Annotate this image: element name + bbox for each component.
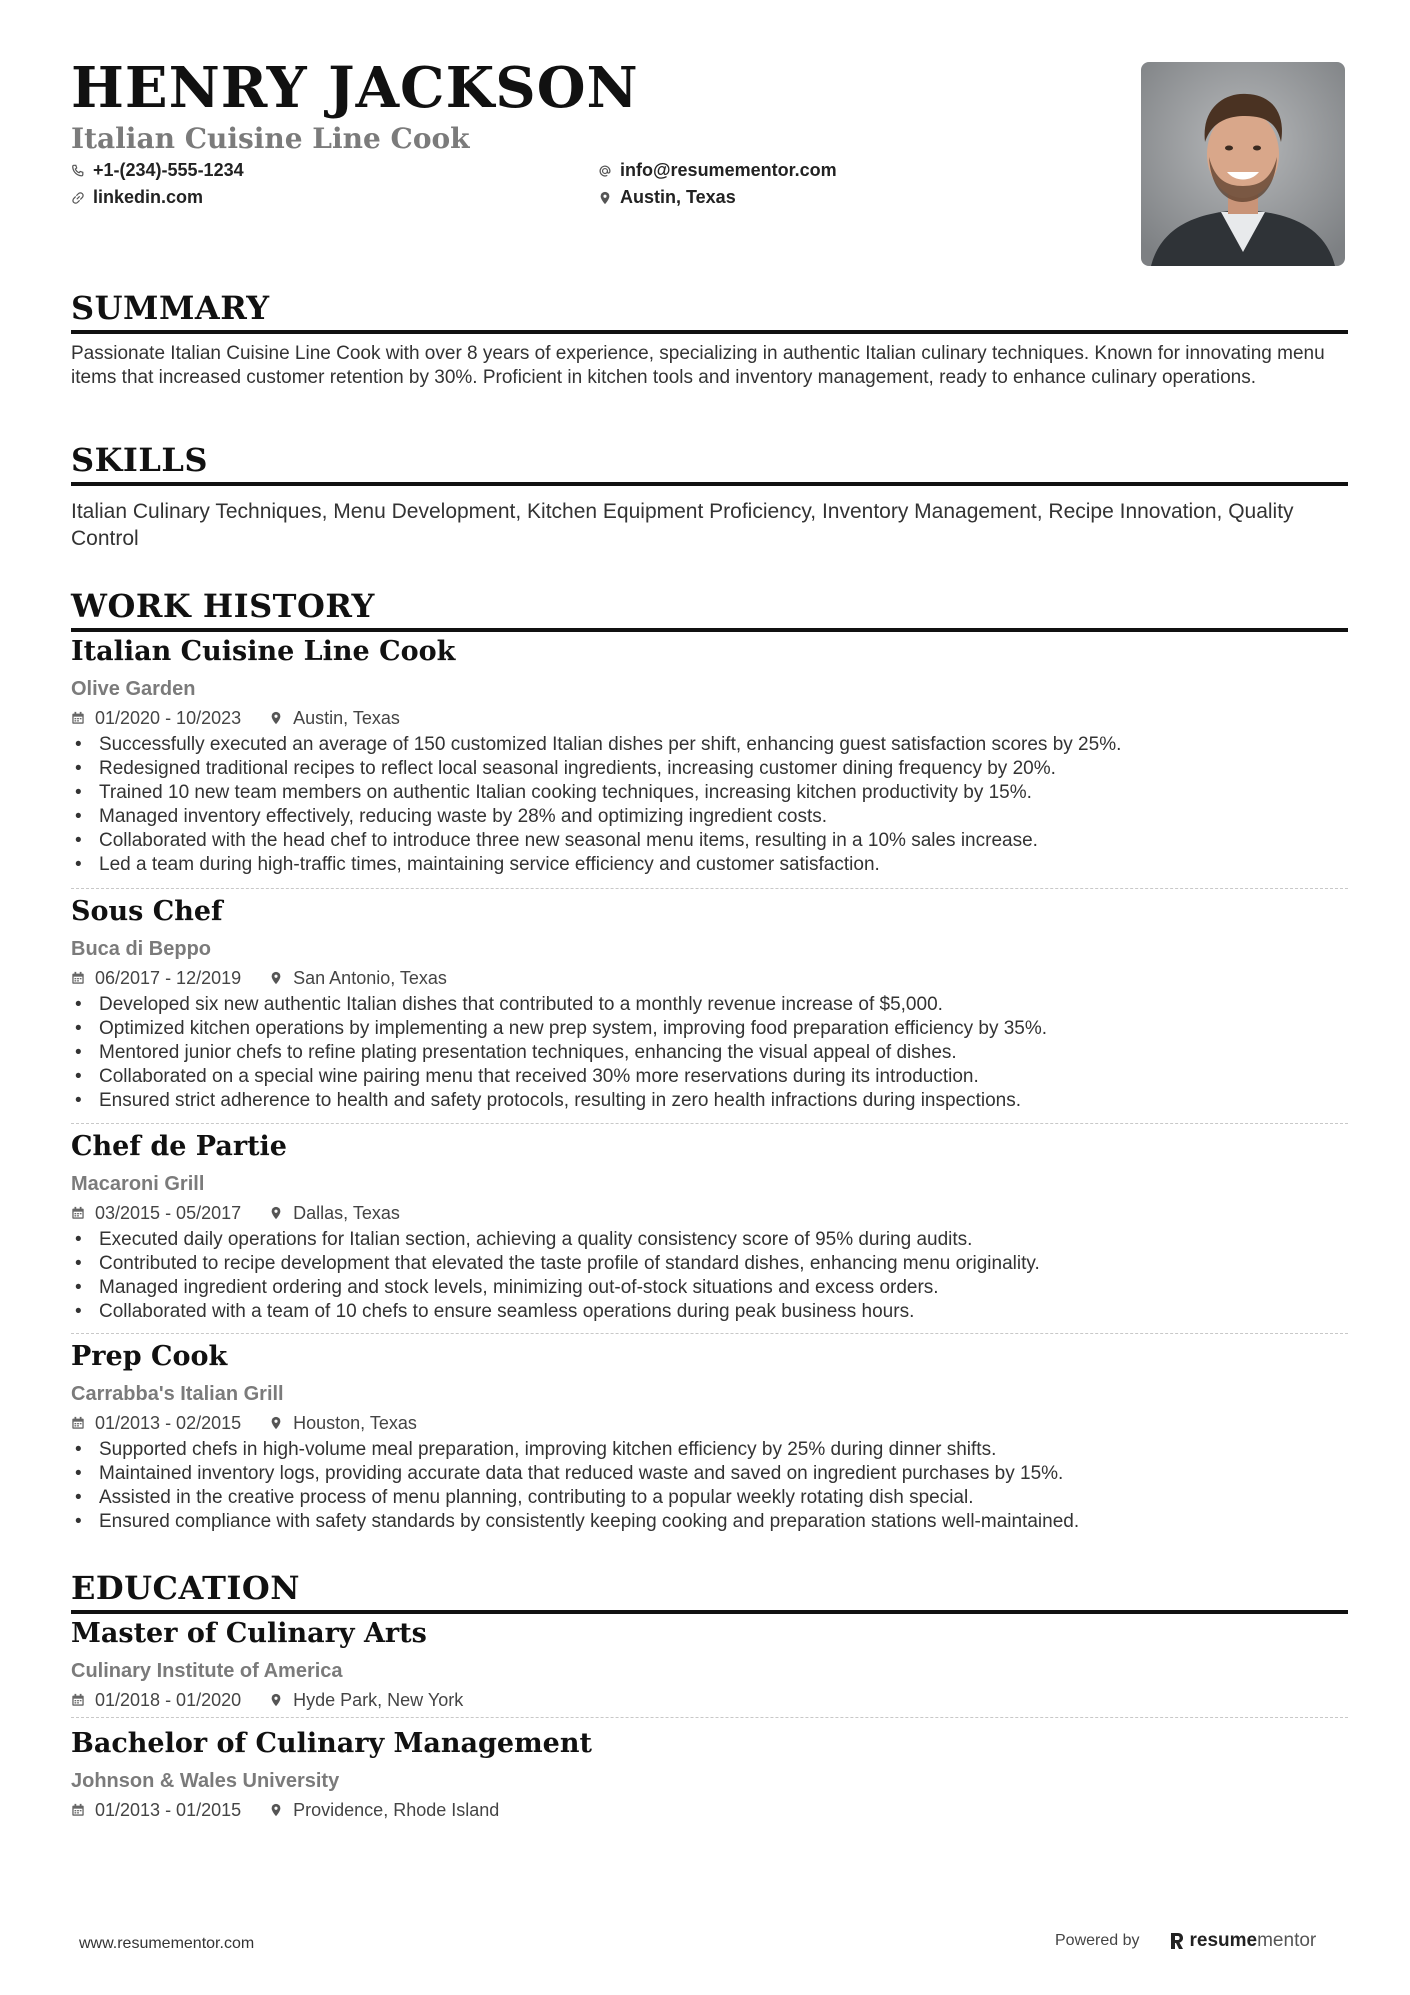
list-item: • Collaborated with the head chef to introduce three new seasonal menu items, resulting in a 10% sales increase. bbox=[71, 829, 1348, 853]
list-item: • Contributed to recipe development that elevated the taste profile of standard dishes, enhancing menu originality. bbox=[71, 1252, 1348, 1276]
job-dates: 01/2020 - 10/2023 bbox=[95, 708, 242, 728]
education-dates: 01/2018 - 01/2020 bbox=[95, 1690, 242, 1710]
school-name: Johnson & Wales University bbox=[71, 1770, 340, 1792]
job-entry bbox=[71, 898, 1348, 1113]
portrait-image bbox=[1141, 62, 1345, 266]
list-item: • Optimized kitchen operations by implementing a new prep system, improving food preparation efficiency by 35%. bbox=[71, 1017, 1348, 1041]
resumementor-logo-icon bbox=[1170, 1931, 1184, 1951]
brand-name-bold: resume bbox=[1189, 1930, 1258, 1951]
contact-email bbox=[598, 160, 837, 181]
entry-divider bbox=[71, 888, 1348, 889]
summary-text: Passionate Italian Cuisine Line Cook with over 8 years of experience, specializing in authentic Italian culinary techniques. Known for innovating menu items that increased customer retention by 30%. Proficient in kitchen tools and inventory management, ready to enhance culinary operations. bbox=[71, 343, 1325, 388]
list-item: • Managed inventory effectively, reducing waste by 28% and optimizing ingredient costs. bbox=[71, 805, 1348, 829]
profile-photo bbox=[1141, 62, 1345, 266]
education-heading: EDUCATION bbox=[71, 1572, 1348, 1614]
contact-location: Austin, Texas bbox=[598, 187, 736, 208]
list-item: • Managed ingredient ordering and stock levels, minimizing out-of-stock situations and excess orders. bbox=[71, 1276, 1348, 1300]
list-item: • Developed six new authentic Italian dishes that contributed to a monthly revenue increase of $5,000. bbox=[71, 993, 1348, 1017]
job-location: Austin, Texas bbox=[293, 708, 400, 728]
map-pin-icon bbox=[269, 1803, 283, 1817]
candidate-title: Italian Cuisine Line Cook bbox=[71, 122, 470, 155]
link-icon bbox=[71, 191, 85, 205]
job-dates: 01/2013 - 02/2015 bbox=[95, 1413, 242, 1433]
list-item: • Executed daily operations for Italian section, achieving a quality consistency score of 95% during audits. bbox=[71, 1228, 1348, 1252]
map-pin-icon bbox=[269, 1693, 283, 1707]
summary-section bbox=[71, 289, 1348, 390]
job-title: Sous Chef bbox=[71, 896, 223, 927]
summary-heading: SUMMARY bbox=[71, 292, 1348, 334]
education-entry bbox=[71, 1620, 1348, 1709]
map-pin-icon bbox=[269, 1206, 283, 1220]
skills-text: Italian Culinary Techniques, Menu Development, Kitchen Equipment Proficiency, Inventory Management, Recipe Innovation, Quality Control bbox=[71, 500, 1294, 550]
job-entry bbox=[71, 1133, 1348, 1324]
education-meta bbox=[71, 1801, 1348, 1819]
education-location: Providence, Rhode Island bbox=[293, 1800, 500, 1820]
list-item: • Ensured strict adherence to health and safety protocols, resulting in zero health infractions during inspections. bbox=[71, 1089, 1348, 1113]
skills-section bbox=[71, 441, 1348, 552]
linkedin-link[interactable]: linkedin.com bbox=[93, 187, 204, 207]
job-title: Prep Cook bbox=[71, 1341, 228, 1372]
candidate-name: HENRY JACKSON bbox=[71, 55, 639, 121]
job-company: Macaroni Grill bbox=[71, 1173, 205, 1195]
job-company: Olive Garden bbox=[71, 678, 196, 700]
calendar-icon bbox=[71, 711, 85, 725]
list-item: • Collaborated on a special wine pairing menu that received 30% more reservations during its introduction. bbox=[71, 1065, 1348, 1089]
job-dates: 06/2017 - 12/2019 bbox=[95, 968, 242, 988]
skills-heading: SKILLS bbox=[71, 444, 1348, 486]
job-entry bbox=[71, 1343, 1348, 1534]
job-entry bbox=[71, 638, 1348, 877]
email-link[interactable]: info@resumementor.com bbox=[620, 160, 837, 180]
map-pin-icon bbox=[598, 191, 612, 205]
education-meta bbox=[71, 1691, 1348, 1709]
job-title: Italian Cuisine Line Cook bbox=[71, 636, 456, 667]
degree-title: Bachelor of Culinary Management bbox=[71, 1728, 592, 1759]
calendar-icon bbox=[71, 1803, 85, 1817]
entry-divider bbox=[71, 1123, 1348, 1124]
job-location: Dallas, Texas bbox=[293, 1203, 400, 1223]
list-item: • Supported chefs in high-volume meal preparation, improving kitchen efficiency by 25% during dinner shifts. bbox=[71, 1438, 1348, 1462]
list-item: • Successfully executed an average of 150 customized Italian dishes per shift, enhancing guest satisfaction scores by 25%. bbox=[71, 733, 1348, 757]
job-location: San Antonio, Texas bbox=[293, 968, 447, 988]
work-history-section bbox=[71, 587, 1348, 632]
list-item: • Trained 10 new team members on authentic Italian cooking techniques, increasing kitchen productivity by 15%. bbox=[71, 781, 1348, 805]
job-location: Houston, Texas bbox=[293, 1413, 417, 1433]
school-name: Culinary Institute of America bbox=[71, 1660, 343, 1682]
list-item: • Redesigned traditional recipes to reflect local seasonal ingredients, increasing customer dining frequency by 20%. bbox=[71, 757, 1348, 781]
list-item: • Led a team during high-traffic times, maintaining service efficiency and customer satisfaction. bbox=[71, 853, 1348, 877]
brand-name-light: mentor bbox=[1257, 1930, 1317, 1951]
contact-phone: +1-(234)-555-1234 bbox=[71, 160, 244, 181]
list-item: • Assisted in the creative process of menu planning, contributing to a popular weekly rotating dish special. bbox=[71, 1486, 1348, 1510]
powered-by-label: Powered by bbox=[1055, 1932, 1140, 1949]
list-item: • Ensured compliance with safety standards by consistently keeping cooking and preparation stations well-maintained. bbox=[71, 1510, 1348, 1534]
phone-icon bbox=[71, 164, 85, 178]
list-item: • Maintained inventory logs, providing accurate data that reduced waste and saved on ingredient purchases by 15%. bbox=[71, 1462, 1348, 1486]
degree-title: Master of Culinary Arts bbox=[71, 1618, 427, 1649]
contact-linkedin bbox=[71, 187, 203, 208]
work-history-heading: WORK HISTORY bbox=[71, 590, 1348, 632]
calendar-icon bbox=[71, 1416, 85, 1430]
education-location: Hyde Park, New York bbox=[293, 1690, 464, 1710]
job-bullets bbox=[71, 993, 1348, 1113]
job-bullets bbox=[71, 733, 1348, 877]
job-title: Chef de Partie bbox=[71, 1131, 287, 1162]
list-item: • Mentored junior chefs to refine plating presentation techniques, enhancing the visual appeal of dishes. bbox=[71, 1041, 1348, 1065]
list-item: • Collaborated with a team of 10 chefs to ensure seamless operations during peak business hours. bbox=[71, 1300, 1348, 1324]
brand-logo[interactable] bbox=[1170, 1930, 1317, 1952]
job-dates: 03/2015 - 05/2017 bbox=[95, 1203, 242, 1223]
entry-divider bbox=[71, 1333, 1348, 1334]
at-icon bbox=[598, 164, 612, 178]
map-pin-icon bbox=[269, 711, 283, 725]
map-pin-icon bbox=[269, 971, 283, 985]
map-pin-icon bbox=[269, 1416, 283, 1430]
footer-website[interactable]: www.resumementor.com bbox=[79, 1935, 255, 1952]
job-bullets bbox=[71, 1228, 1348, 1324]
job-company: Buca di Beppo bbox=[71, 938, 212, 960]
job-company: Carrabba's Italian Grill bbox=[71, 1383, 284, 1405]
job-meta bbox=[71, 1204, 1348, 1222]
job-meta bbox=[71, 969, 1348, 987]
entry-divider bbox=[71, 1717, 1348, 1718]
job-meta bbox=[71, 709, 1348, 727]
education-entry bbox=[71, 1730, 1348, 1819]
education-dates: 01/2013 - 01/2015 bbox=[95, 1800, 242, 1820]
job-bullets bbox=[71, 1438, 1348, 1534]
calendar-icon bbox=[71, 1693, 85, 1707]
job-meta bbox=[71, 1414, 1348, 1432]
footer-branding bbox=[1055, 1930, 1316, 1952]
calendar-icon bbox=[71, 971, 85, 985]
calendar-icon bbox=[71, 1206, 85, 1220]
education-section bbox=[71, 1569, 1348, 1614]
